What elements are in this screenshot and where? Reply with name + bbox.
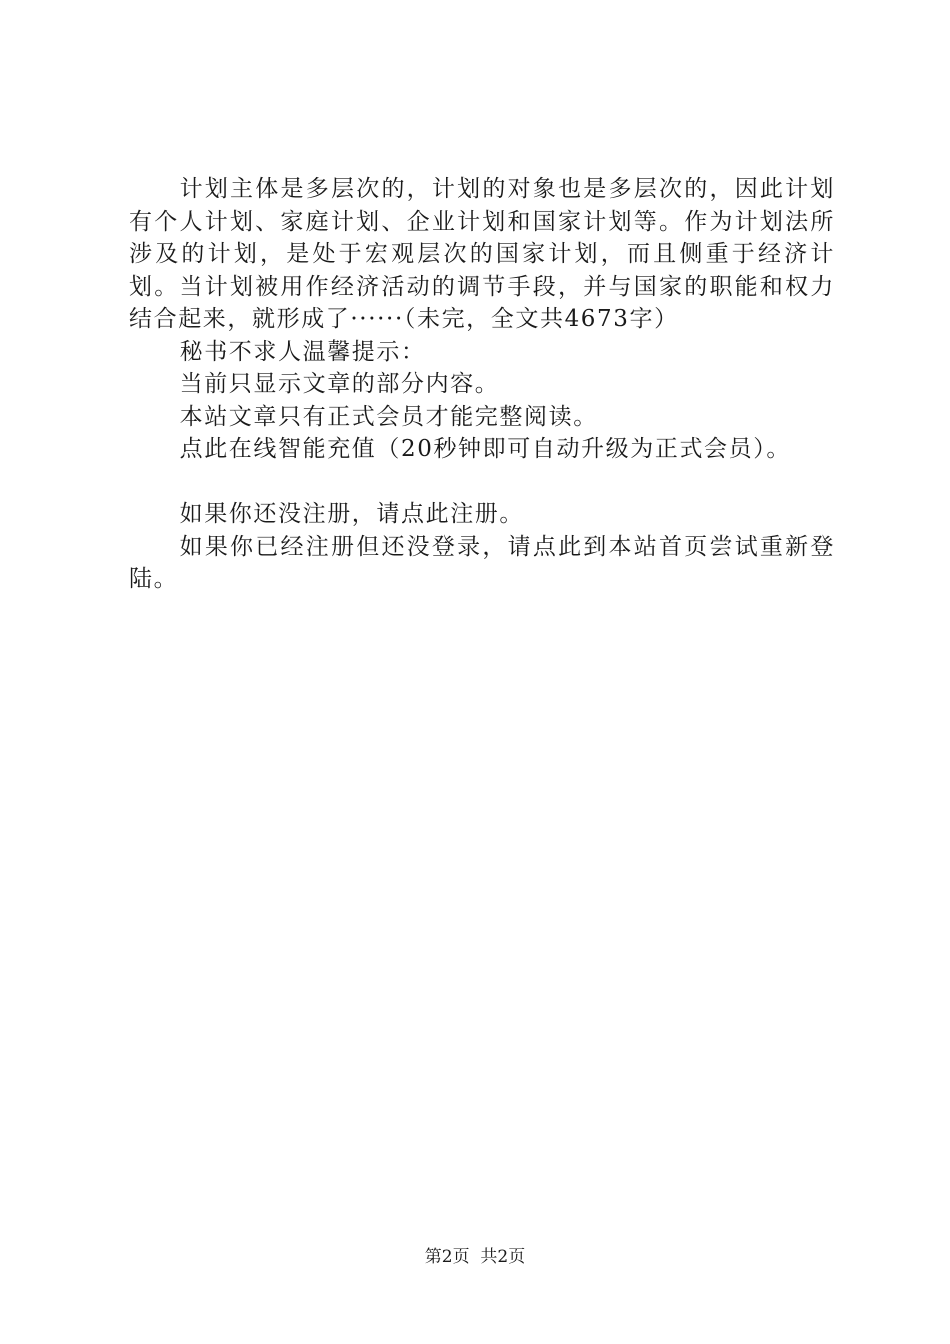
register-link[interactable]: 如果你还没注册，请点此注册。	[179, 501, 524, 527]
body-paragraph: 计划主体是多层次的，计划的对象也是多层次的，因此计划有个人计划、家庭计划、企业计划和国家计划等。作为计划法所涉及的计划，是处于宏观层次的国家计划，而且侧重于经济计划。当计划被用作经济活动的调节手段，并与国家的职能和权力结合起来，就形成了······（未完，全文共4673字）	[129, 176, 835, 332]
login-link[interactable]: 如果你已经注册但还没登录，请点此到本站首页尝试重新登陆。	[129, 533, 835, 592]
document-body	[129, 173, 835, 596]
spacer	[129, 466, 835, 499]
recharge-link[interactable]: 点此在线智能充值（20秒钟即可自动升级为正式会员）。	[179, 436, 791, 462]
notice-title: 秘书不求人温馨提示：	[179, 338, 426, 365]
page-footer	[0, 1242, 950, 1267]
notice-members-only: 本站文章只有正式会员才能完整阅读。	[179, 403, 598, 430]
page-number: 第2页	[424, 1247, 470, 1267]
notice-partial-content: 当前只显示文章的部分内容。	[179, 371, 500, 397]
total-pages: 共2页	[480, 1247, 526, 1267]
